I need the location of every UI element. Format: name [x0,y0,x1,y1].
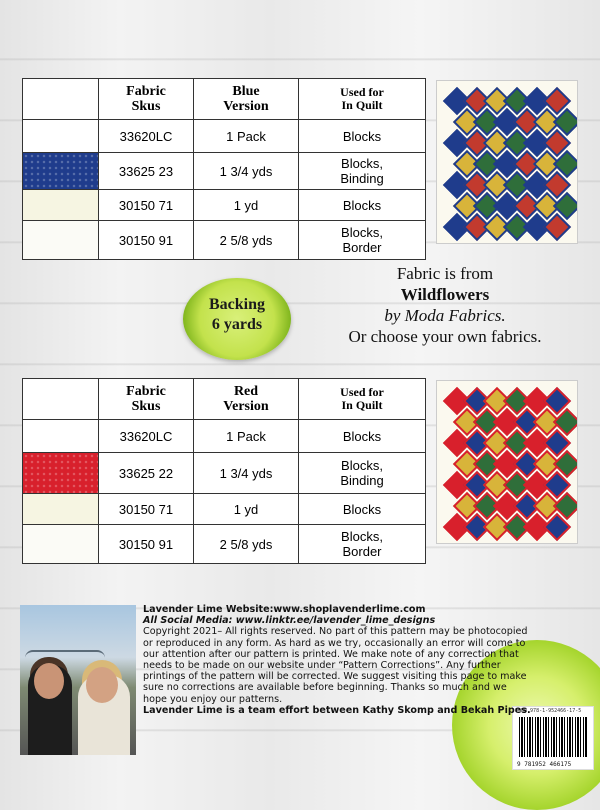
copyright-text: Copyright 2021– All rights reserved. No part of this pattern may be photocopied or reproduced in any form. As hard as we try, occasionally an error will come to our attention after our pattern is printed. We make note of any correction that needs to be made on our website under “Pattern Corrections”. Any further printings of the pattern will be corrected. We suggest visiting this page to make sure no corrections are available before beginning. Thanks so much and we hope you enjoy our patterns. [143,626,528,705]
fabric-skus-header [99,79,194,120]
barcode-number: 9 781952 466175 [517,761,572,768]
table-header-row [23,79,426,120]
quilt-pattern [445,389,569,535]
fabric-swatch [23,153,99,190]
table-row [23,525,426,564]
fabric-skus-header [99,379,194,420]
fabric-note [300,263,590,347]
fabric-swatch [23,190,99,221]
table-row [23,120,426,153]
table-header-row [23,379,426,420]
header-text: Blue Version [223,84,269,114]
header-text: Used for In Quilt [340,385,384,412]
use-cell: Blocks, Border [299,221,426,260]
blue-quilt-image [436,80,578,244]
fabric-swatch [23,494,99,525]
isbn-text: ISBN 978-1-952466-17-5 [515,708,582,714]
table-row [23,153,426,190]
red-quilt-image [436,380,578,544]
amount-cell: 1 yd [194,494,299,525]
use-cell: Blocks [299,494,426,525]
use-cell: Blocks [299,420,426,453]
amount-cell: 2 5/8 yds [194,221,299,260]
fabric-table-red [22,378,426,564]
version-header [194,79,299,120]
header-text: Fabric Skus [126,84,166,114]
social-media-line: All Social Media: www.linktr.ee/lavender_lime_designs [143,615,436,627]
table-row [23,221,426,260]
fabric-swatch [23,221,99,260]
amount-cell: 2 5/8 yds [194,525,299,564]
backing-label: Backing [208,296,265,313]
header-text: Red Version [223,384,269,414]
sku-cell: 33620LC [99,120,194,153]
swatch-header [23,79,99,120]
used-for-header [299,379,426,420]
quilt-pattern [445,89,569,235]
info-block [143,604,533,716]
sku-cell: 33625 22 [99,453,194,494]
amount-cell: 1 Pack [194,120,299,153]
website-line: Lavender Lime Website:www.shoplavenderlime.com [143,604,426,615]
fabric-swatch [23,453,99,494]
table-row [23,190,426,221]
fabric-table-blue [22,78,426,260]
sku-cell: 30150 91 [99,221,194,260]
version-header [194,379,299,420]
table-row [23,453,426,494]
sku-cell: 30150 71 [99,494,194,525]
fabric-note-line: Fabric is from [396,264,494,283]
fabric-collection-name: Wildflowers [400,285,490,304]
use-cell: Blocks, Border [299,525,426,564]
amount-cell: 1 yd [194,190,299,221]
sku-cell: 33620LC [99,420,194,453]
use-cell: Blocks [299,120,426,153]
fabric-swatch [23,120,99,153]
sku-cell: 30150 71 [99,190,194,221]
fabric-swatch [23,525,99,564]
used-for-header [299,79,426,120]
table-row [23,494,426,525]
sku-cell: 30150 91 [99,525,194,564]
table-row [23,420,426,453]
header-text: Fabric Skus [126,384,166,414]
fabric-note-line: Or choose your own fabrics. [348,327,542,346]
swatch-header [23,379,99,420]
designers-photo [20,605,136,755]
backing-lime-badge [183,278,291,360]
amount-cell: 1 3/4 yds [194,453,299,494]
backing-yards: 6 yards [211,316,263,333]
amount-cell: 1 3/4 yds [194,153,299,190]
amount-cell: 1 Pack [194,420,299,453]
use-cell: Blocks [299,190,426,221]
sku-cell: 33625 23 [99,153,194,190]
use-cell: Blocks, Binding [299,153,426,190]
fabric-manufacturer: by Moda Fabrics. [384,306,506,325]
fabric-swatch [23,420,99,453]
use-cell: Blocks, Binding [299,453,426,494]
barcode-bars [519,717,587,757]
header-text: Used for In Quilt [340,85,384,112]
team-credit: Lavender Lime is a team effort between Kathy Skomp and Bekah Pipes. [143,704,531,716]
